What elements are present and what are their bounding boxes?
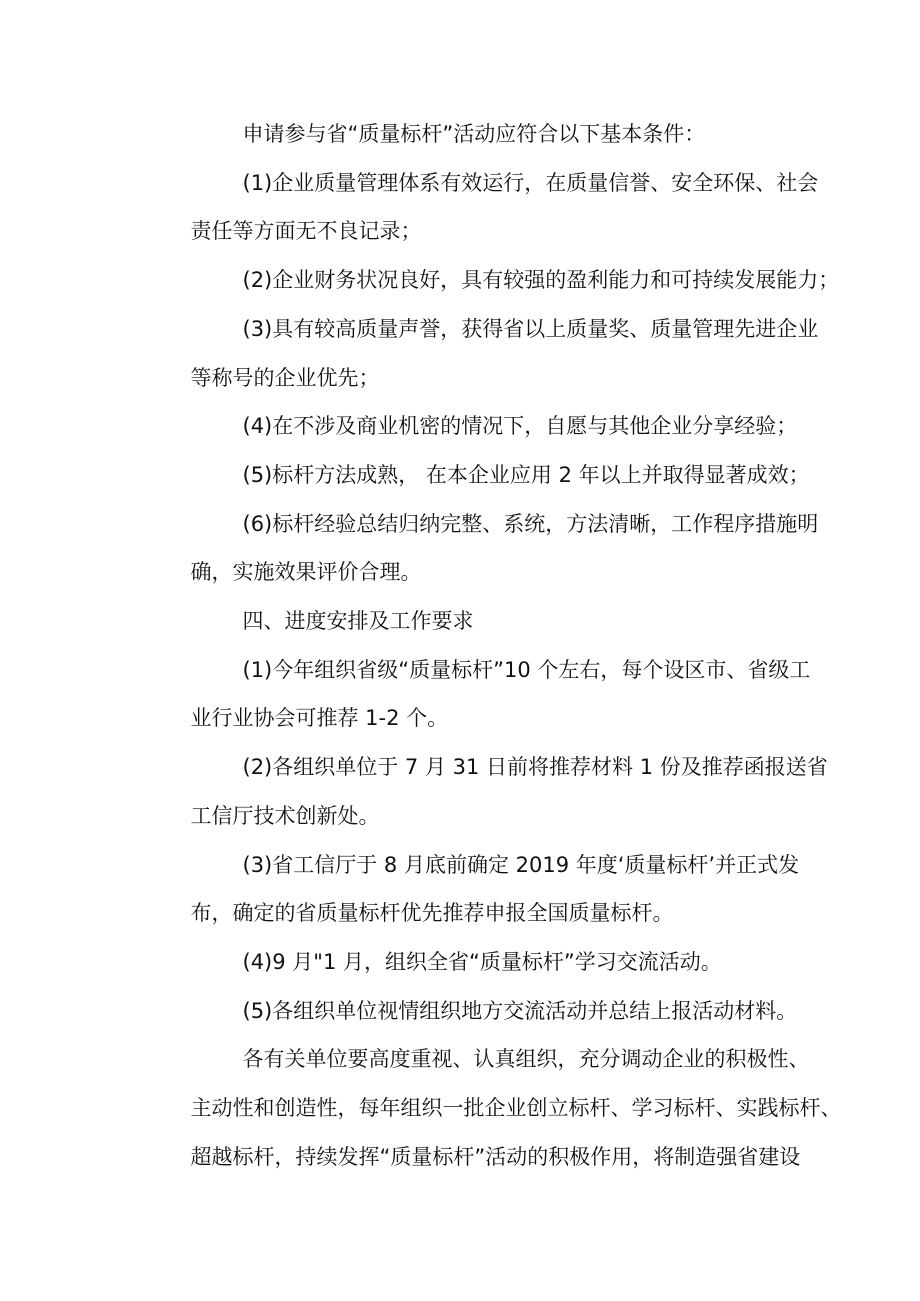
text-line: 申请参与省“质量标杆”活动应符合以下基本条件：: [242, 122, 706, 146]
paragraph-condition-6: [138, 500, 819, 597]
paragraph-schedule-5: [138, 987, 798, 1036]
text-line: (5)标杆方法成熟， 在本企业应用 2 年以上并取得显著成效；: [242, 462, 810, 487]
text-line: (4)在不涉及商业机密的情况下，自愿与其他企业分享经验；: [242, 414, 798, 439]
paragraph-condition-2: [138, 256, 840, 305]
paragraph-closing: [138, 1035, 842, 1181]
text-line: 各有关单位要高度重视、认真组织，充分调动企业的积极性、: [242, 1047, 810, 1072]
paragraph-condition-3: [138, 305, 819, 402]
text-line: (3)省工信厅于 8 月底前确定 2019 年度‘质量标杆’并正式发: [242, 852, 800, 877]
text-line: (4)9 月"1 月，组织全省“质量标杆”学习交流活动。: [242, 949, 722, 974]
paragraph-schedule-4: [138, 938, 790, 987]
text-line: (2)各组织单位于 7 月 31 日前将推荐材料 1 份及推荐函报送省: [242, 755, 828, 780]
text-line: (6)标杆经验总结归纳完整、系统，方法清晰，工作程序措施明: [242, 511, 819, 536]
paragraph-condition-1: [138, 159, 819, 256]
paragraph-intro: [138, 110, 790, 159]
text-line: (2)企业财务状况良好，具有较强的盈利能力和可持续发展能力；: [242, 268, 840, 293]
text-line: 业行业协会可推荐 1-2 个。: [190, 706, 449, 731]
paragraph-condition-4: [138, 402, 798, 451]
section-heading: [138, 597, 790, 646]
text-line: 责任等方面无不良记录；: [190, 219, 422, 244]
text-line: (3)具有较高质量声誉，获得省以上质量奖、质量管理先进企业: [242, 316, 819, 341]
document-body: [138, 110, 842, 1181]
text-line: (1)企业质量管理体系有效运行，在质量信誉、安全环保、社会: [242, 170, 819, 195]
text-line: 四、进度安排及工作要求: [242, 609, 474, 634]
paragraph-schedule-3: [138, 841, 800, 938]
text-line: 主动性和创造性，每年组织一批企业创立标杆、学习标杆、实践标杆、: [190, 1096, 842, 1121]
text-line: 等称号的企业优先；: [190, 365, 380, 390]
text-line: 确，实施效果评价合理。: [190, 560, 422, 585]
paragraph-schedule-1: [138, 646, 811, 743]
text-line: 工信厅技术创新处。: [190, 803, 380, 828]
paragraph-condition-5: [138, 451, 810, 500]
text-line: (5)各组织单位视情组织地方交流活动并总结上报活动材料。: [242, 998, 798, 1023]
text-line: (1)今年组织省级“质量标杆”10 个左右，每个设区市、省级工: [242, 657, 811, 682]
text-line: 超越标杆，持续发挥“质量标杆”活动的积极作用，将制造强省建设: [190, 1144, 801, 1169]
text-line: 布，确定的省质量标杆优先推荐申报全国质量标杆。: [190, 901, 674, 926]
paragraph-schedule-2: [138, 743, 828, 840]
